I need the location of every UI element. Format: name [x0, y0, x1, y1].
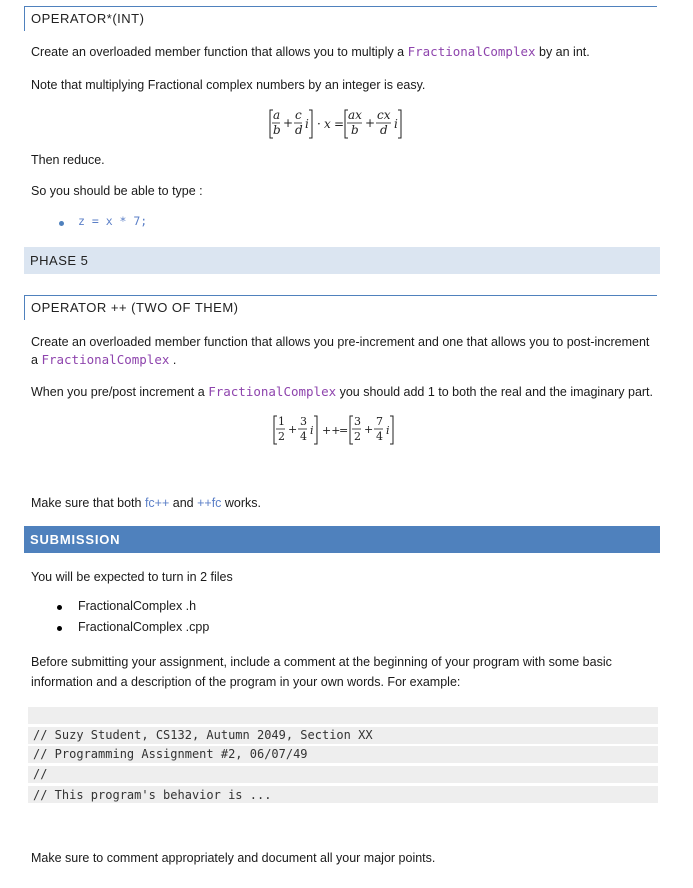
formula-increment: [272, 410, 432, 450]
formula-eq: =: [339, 424, 349, 437]
paragraph-files: You will be expected to turn in 2 files: [31, 570, 233, 584]
formula-i2: i: [394, 117, 398, 131]
formula-multiply: [268, 104, 428, 144]
paragraph-add-one: When you pre/post increment a FractionalComplex you should add 1 to both the real and the imaginary part.: [31, 384, 654, 399]
heading-text: OPERATOR*(INT): [31, 11, 145, 26]
inline-code: fc++: [144, 496, 170, 510]
inline-code: FractionalComplex: [208, 384, 337, 399]
formula-n3: 3: [354, 415, 361, 428]
paragraph-make-sure: Make sure that both fc++ and ++fc works.: [31, 496, 262, 510]
bullet-icon: [57, 605, 62, 610]
paragraph-before-submitting: Before submitting your assignment, include a comment at the beginning of your program with some basic information and a description of the program in your own words. For example:: [31, 655, 612, 689]
right-bracket: [309, 110, 312, 138]
inline-code: ++fc: [197, 496, 222, 510]
code-block-bg: [28, 766, 658, 783]
paragraph-type: So you should be able to type :: [31, 184, 203, 198]
paragraph-increment: Create an overloaded member function that allows you pre-increment and one that allows you to post-increment a FractionalComplex .: [31, 335, 650, 367]
formula-plus2: +: [365, 116, 376, 130]
formula-b: b: [273, 123, 281, 137]
phase-title: PHASE 5: [30, 253, 89, 268]
formula-d3: 2: [354, 430, 361, 443]
bullet-icon: [59, 221, 64, 226]
formula-eq: =: [334, 117, 345, 131]
formula-plus: +: [283, 116, 294, 130]
heading-text: OPERATOR ++ (TWO OF THEM): [31, 300, 239, 315]
paragraph-reduce: Then reduce.: [31, 153, 105, 167]
paragraph-note: Note that multiplying Fractional complex numbers by an integer is easy.: [31, 78, 426, 92]
formula-n1: 1: [278, 415, 285, 428]
formula-plus: +: [288, 423, 298, 436]
formula-cx: cx: [377, 108, 391, 122]
inline-code: FractionalComplex: [407, 44, 536, 59]
formula-dot: ·: [317, 117, 321, 131]
formula-i: i: [305, 117, 309, 131]
inline-code: FractionalComplex: [41, 352, 170, 367]
section-heading-operator-pp: [24, 295, 657, 320]
phase-heading: [24, 247, 660, 274]
paragraph-multiply: Create an overloaded member function that allows you to multiply a FractionalComplex by an int.: [31, 44, 590, 59]
formula-i2: i: [386, 424, 390, 437]
code-line: // Programming Assignment #2, 06/07/49: [33, 747, 308, 761]
paragraph-comment: Make sure to comment appropriately and document all your major points.: [31, 851, 436, 865]
example-code: z = x * 7;: [78, 214, 148, 228]
submission-heading: [24, 526, 660, 553]
formula-d4: 4: [376, 430, 383, 443]
formula-a: a: [273, 108, 281, 122]
submission-title: SUBMISSION: [30, 532, 121, 547]
formula-pp: ++: [322, 424, 341, 437]
bullet-icon: [57, 626, 62, 631]
formula-d2: d: [380, 123, 388, 137]
formula-d: d: [295, 123, 303, 137]
formula-plus2: +: [364, 423, 374, 436]
formula-n2: 3: [300, 415, 307, 428]
formula-c: c: [295, 108, 302, 122]
code-line: // Suzy Student, CS132, Autumn 2049, Section XX: [33, 728, 373, 742]
formula-x: x: [324, 117, 331, 131]
code-block-bg: [28, 707, 658, 724]
right-bracket: [398, 110, 401, 138]
section-heading-operator-int: [24, 6, 657, 31]
formula-d1: 2: [278, 430, 285, 443]
file-item: FractionalComplex .h: [78, 599, 197, 613]
code-line: //: [33, 767, 48, 781]
formula-d2: 4: [300, 430, 307, 443]
formula-ax: ax: [348, 108, 362, 122]
file-item: FractionalComplex .cpp: [78, 620, 210, 634]
formula-i: i: [310, 424, 314, 437]
code-line: // This program's behavior is ...: [33, 788, 272, 802]
formula-b2: b: [351, 123, 359, 137]
formula-n4: 7: [376, 415, 383, 428]
